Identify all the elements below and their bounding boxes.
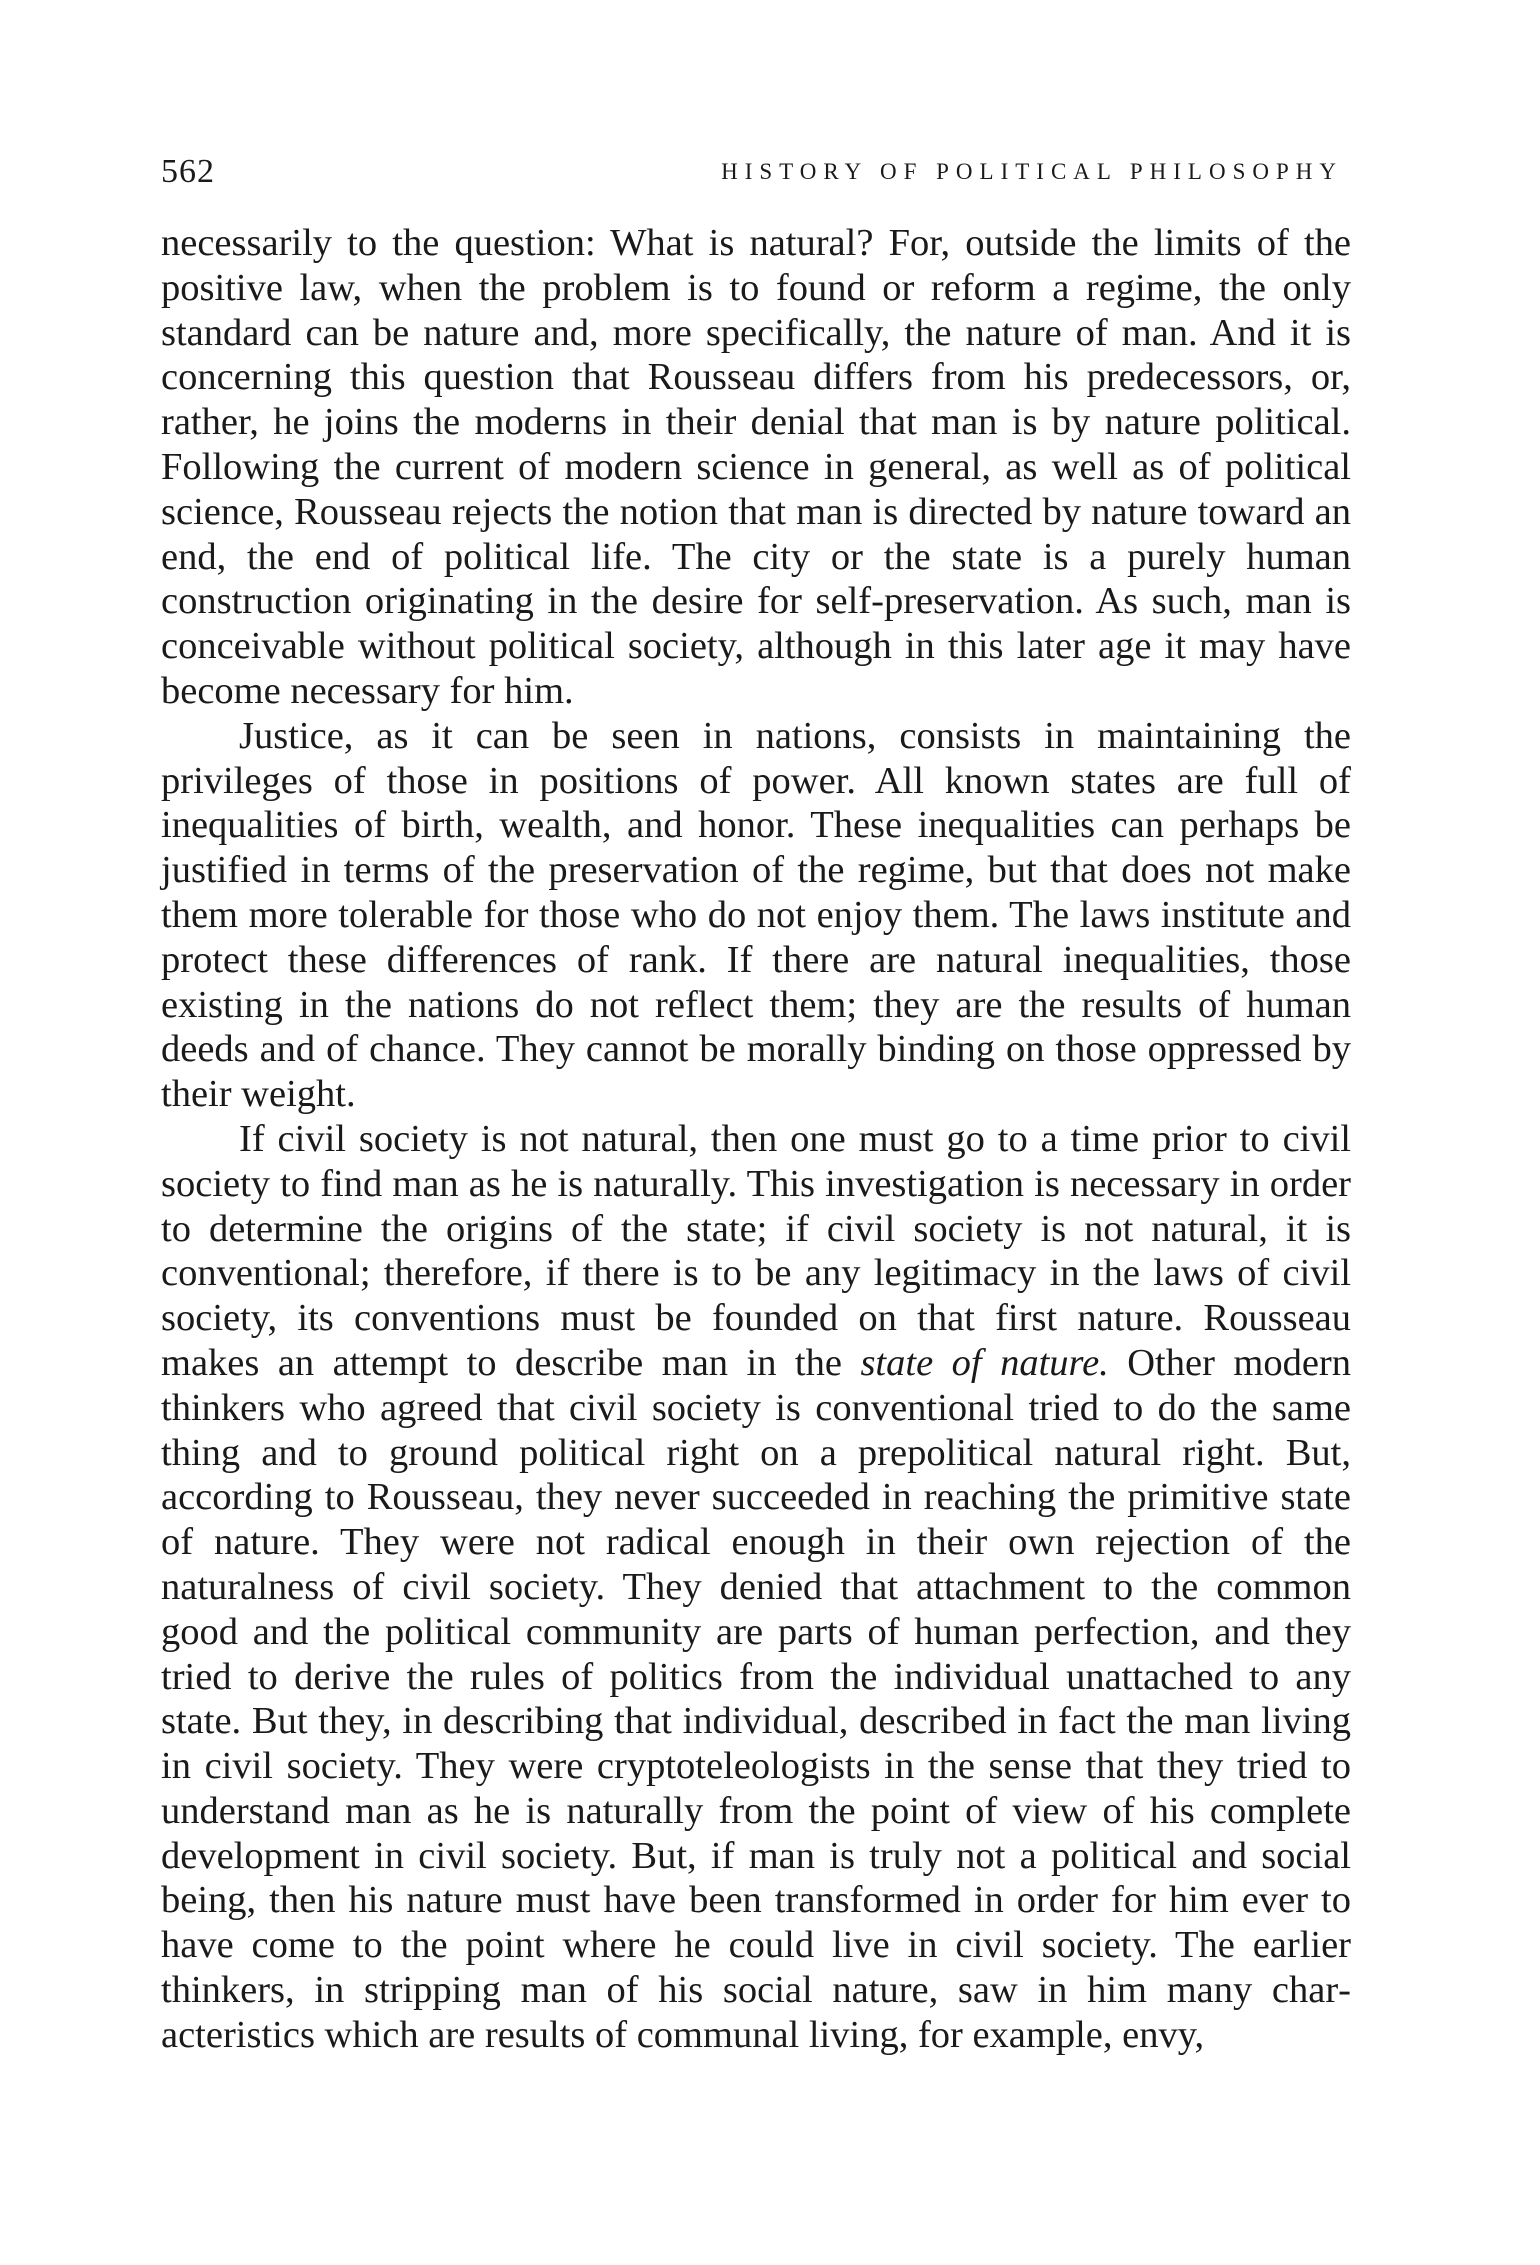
running-head [161, 145, 1351, 205]
body-text [161, 221, 1351, 2058]
paragraph-3 [161, 1117, 1351, 2058]
paragraph-3-text-after: Other modern thinkers who agreed that civil society is conventional tried to do the same thing and to ground political right on a prepolitical natural right. But, according to Rousseau, they never succeeded in reaching the primitive state of nature. They were not radical enough in their own rejection of the naturalness of civil society. They denied that attachment to the common good and the political community are parts of human perfection, and they tried to derive the rules of politics from the individual unattached to any state. But they, in describing that individual, described in fact the man living in civil society. They were cryptoteleologists in the sense that they tried to understand man as he is naturally from the point of view of his complete development in civil society. But, if man is truly not a political and social being, then his nature must have been transformed in order for him ever to have come to the point where he could live in civil society. The earlier thinkers, in stripping man of his social nature, saw in him many characteristics which are results of communal living, for example, envy, [161, 1341, 1351, 2056]
running-title: HISTORY OF POLITICAL PHILOSOPHY [721, 159, 1343, 184]
paragraph-3-text-before: If civil society is not natural, then one must go to a time prior to civil society to find man as he is naturally. This investigation is necessary in order to determine the origins of the state; if civil society is not natural, it is conventional; therefore, if there is to be any legitimacy in the laws of civil society, its conventions must be founded on that first nature. Rousseau makes an attempt to describe man in the [161, 1117, 1351, 1384]
page-number: 562 [161, 153, 215, 190]
emphasis-state-of-nature: state of nature. [860, 1341, 1109, 1384]
paragraph-1: necessarily to the question: What is natural? For, outside the limits of the positive law, when the problem is to found or reform a regime, the only standard can be nature and, more specifically, the nature of man. And it is concerning this question that Rousseau differs from his predecessors, or, rather, he joins the moderns in their denial that man is by nature political. Following the current of modern science in general, as well as of political science, Rousseau rejects the notion that man is directed by nature toward an end, the end of political life. The city or the state is a purely human construction originating in the desire for self-preservation. As such, man is conceivable without political society, although in this later age it may have become necessary for him. [161, 222, 1351, 712]
paragraph-2: Justice, as it can be seen in nations, consists in maintaining the privileges of those in positions of power. All known states are full of inequalities of birth, wealth, and honor. These inequalities can perhaps be justified in terms of the preservation of the regime, but that does not make them more tolerable for those who do not enjoy them. The laws institute and protect these differences of rank. If there are natural inequalities, those existing in the nations do not reflect them; they are the results of human deeds and of chance. They cannot be morally binding on those oppressed by their weight. [161, 714, 1351, 1116]
book-page [161, 145, 1351, 2058]
